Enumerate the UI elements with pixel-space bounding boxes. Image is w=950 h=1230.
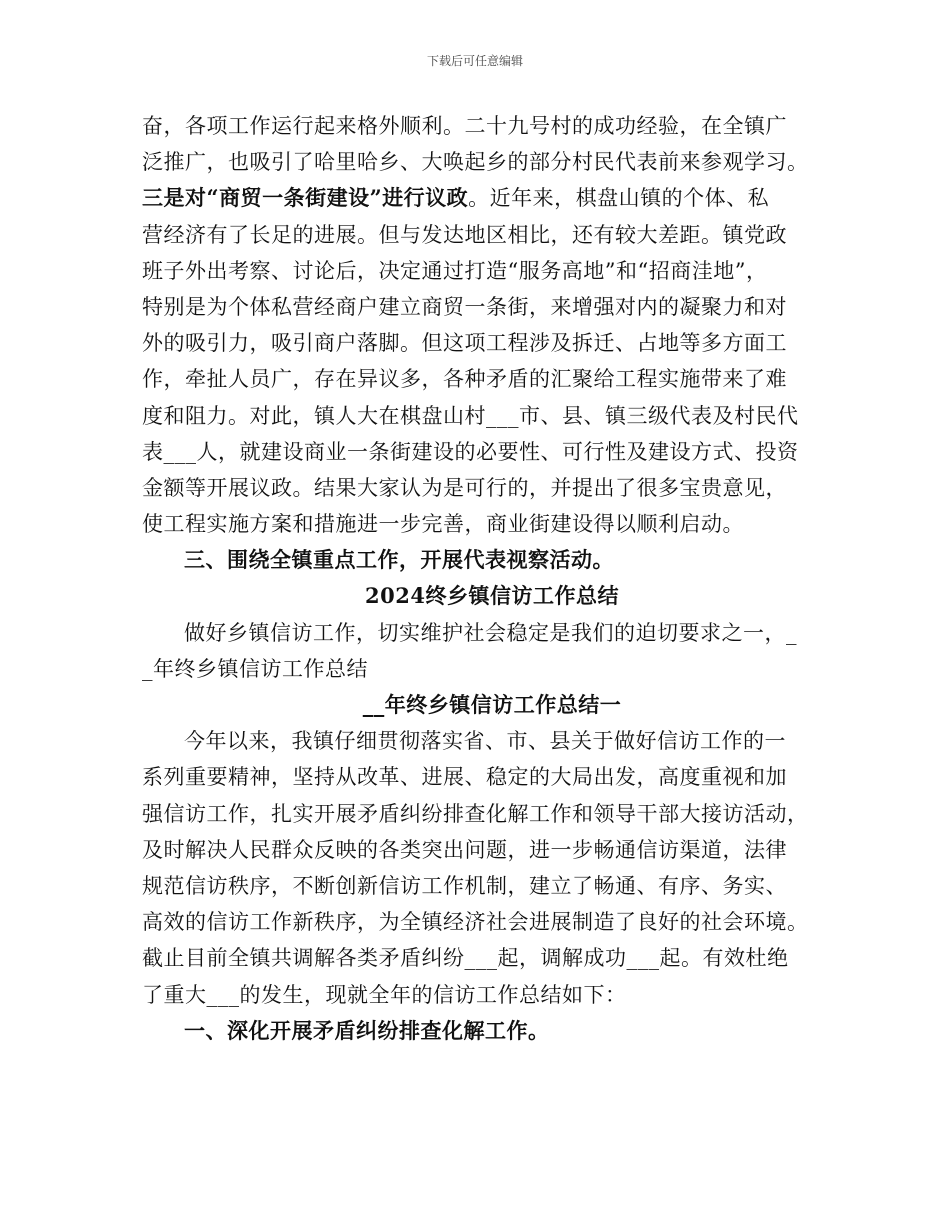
text-line-19: 系列重要精神，坚持从改革、进展、稳定的大局出发，高度重视和加 [142,765,787,790]
text-line-20: 强信访工作，扎实开展矛盾纠纷排查化解工作和领导干部大接访活动， [142,801,809,826]
section-heading-3: 三、围绕全镇重点工作，开展代表视察活动。 [184,547,614,573]
text-line-6: 特别是为个体私营经商户建立商贸一条街，来增强对内的凝聚力和对 [142,294,787,319]
page-header-note: 下载后可任意编辑 [426,54,523,68]
bold-run: 三是对“商贸一条街建设”进行议政 [142,185,469,211]
text-line-18: 今年以来，我镇仔细贯彻落实省、市、县关于做好信访工作的一 [184,729,786,754]
text-line-4: 营经济有了长足的进展。但与发达地区相比，还有较大差距。镇党政 [142,222,787,247]
text-line-16: _年终乡镇信访工作总结 [142,656,368,681]
text-line-5: 班子外出考察、讨论后，决定通过打造“服务高地”和“招商洼地”， [142,258,768,283]
text-line-11: 金额等开展议政。结果大家认为是可行的，并提出了很多宝贵意见， [142,475,787,500]
document-body [142,108,822,1049]
text-line-15: 做好乡镇信访工作，切实维护社会稳定是我们的迫切要求之一，_ [184,620,797,645]
section-heading-1: 一、深化开展矛盾纠纷排查化解工作。 [184,1017,550,1043]
text-line-2: 泛推广，也吸引了哈里哈乡、大唤起乡的部分村民代表前来参观学习。 [142,150,809,175]
text-line-25: 了重大___的发生，现就全年的信访工作总结如下： [142,982,627,1007]
subtitle-heading: __年终乡镇信访工作总结一 [362,692,622,717]
document-title: 2024终乡镇信访工作总结 [365,583,619,609]
text-line-22: 规范信访秩序，不断创新信访工作机制，建立了畅通、有序、务实、 [142,873,787,898]
text-line-24: 截止目前全镇共调解各类矛盾纠纷___起，调解成功___起。有效杜绝 [142,946,789,971]
text-line-10: 表___人，就建设商业一条街建设的必要性、可行性及建设方式、投资 [142,439,799,464]
text-line-23: 高效的信访工作新秩序，为全镇经济社会进展制造了良好的社会环境。 [142,910,809,935]
text-line-12: 使工程实施方案和措施进一步完善，商业街建设得以顺利启动。 [142,512,744,537]
text-line-7: 外的吸引力，吸引商户落脚。但这项工程涉及拆迁、占地等多方面工 [142,331,787,356]
text-line-3: 三是对“商贸一条街建设”进行议政。近年来，棋盘山镇的个体、私 [142,185,770,211]
text-line-21: 及时解决人民群众反映的各类突出问题，进一步畅通信访渠道，法律 [142,837,787,862]
text-line-8: 作，牵扯人员广，存在异议多，各种矛盾的汇聚给工程实施带来了难 [142,367,787,392]
text-line-9: 度和阻力。对此，镇人大在棋盘山村___市、县、镇三级代表及村民代 [142,403,799,428]
text-line-1: 奋，各项工作运行起来格外顺利。二十九号村的成功经验，在全镇广 [142,114,787,138]
